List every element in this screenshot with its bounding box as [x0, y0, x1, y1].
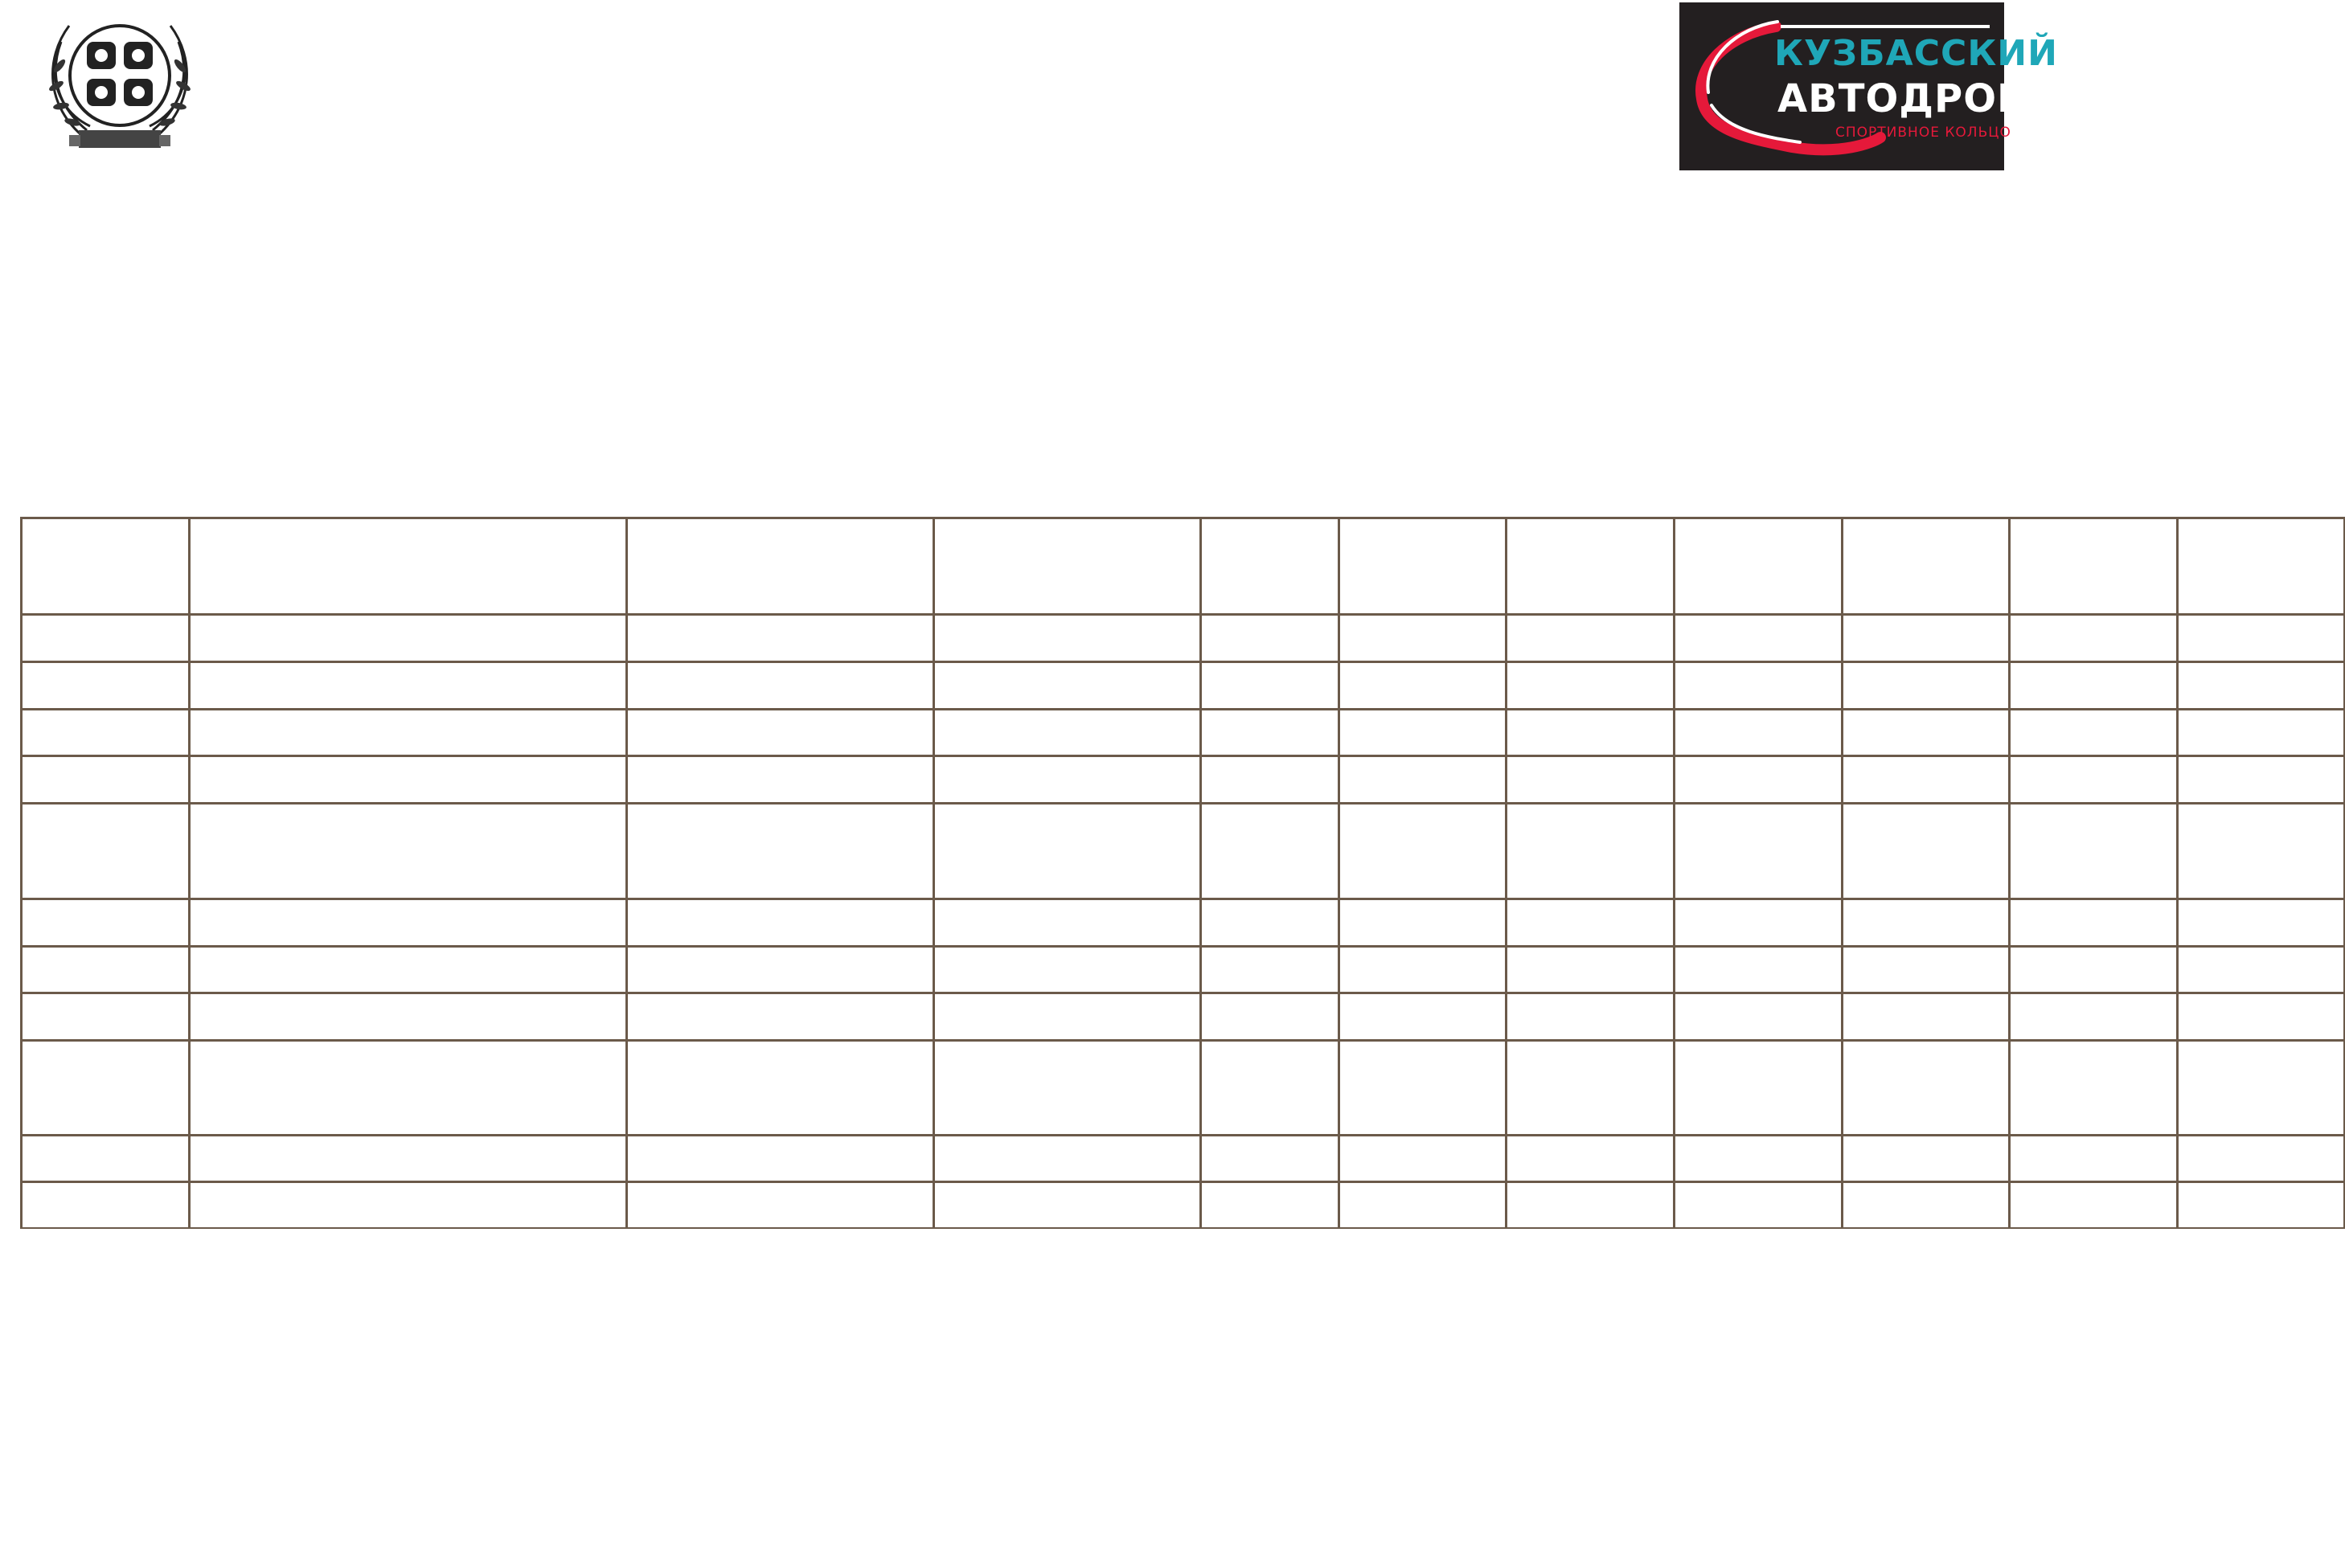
logo-line-3: СПОРТИВНОЕ КОЛЬЦО — [1835, 125, 2011, 141]
federation-emblem-logo — [37, 10, 203, 158]
results-table-grid — [20, 517, 2345, 1229]
logo-line-1: КУЗБАССКИЙ — [1774, 33, 2058, 74]
logo-line-2: АВТОДРОМ — [1777, 76, 2036, 121]
kuzbass-autodrom-logo — [1679, 2, 2058, 170]
raaf-emblem-icon — [37, 10, 203, 158]
results-table — [20, 517, 2345, 1233]
